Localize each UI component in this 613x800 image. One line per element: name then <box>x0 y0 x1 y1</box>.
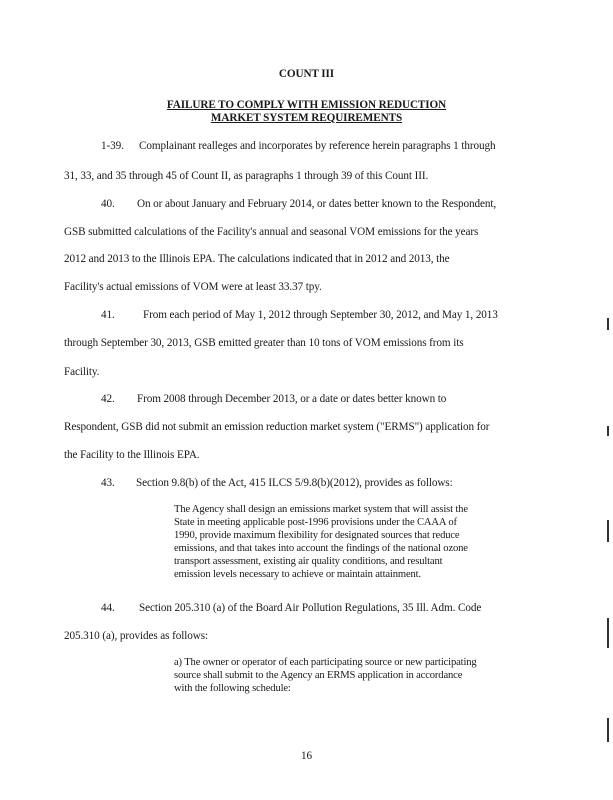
paragraph-text: GSB submitted calculations of the Facility's annual and seasonal VOM emissions for the years <box>64 226 479 238</box>
block-quote-line: a) The owner or operator of each participating source or new participating <box>174 657 477 668</box>
block-quote-line: emissions, and that takes into account the findings of the national ozone <box>174 543 468 554</box>
paragraph-number: 43. <box>101 477 115 489</box>
paragraph-text: Section 9.8(b) of the Act, 415 ILCS 5/9.8(b)(2012), provides as follows: <box>136 477 453 489</box>
paragraph-text: From each period of May 1, 2012 through September 30, 2012, and May 1, 2013 <box>143 309 498 321</box>
scan-mark <box>607 426 609 436</box>
paragraph-text: the Facility to the Illinois EPA. <box>64 449 200 461</box>
block-quote-line: State in meeting applicable post-1996 provisions under the CAAA of <box>174 517 457 528</box>
paragraph-text: On or about January and February 2014, or dates better known to the Respondent, <box>137 198 497 210</box>
paragraph-number: 1-39. <box>101 140 124 152</box>
section-title-line1: FAILURE TO COMPLY WITH EMISSION REDUCTION <box>166 99 447 111</box>
scan-mark <box>607 618 609 648</box>
scan-mark <box>607 520 609 542</box>
paragraph-text: Facility's actual emissions of VOM were at least 33.37 tpy. <box>64 281 322 293</box>
paragraph-text: From 2008 through December 2013, or a date or dates better known to <box>137 393 447 405</box>
scan-mark <box>607 718 609 742</box>
paragraph-text: Complainant realleges and incorporates by reference herein paragraphs 1 through <box>139 140 496 152</box>
paragraph-text: Respondent, GSB did not submit an emission reduction market system ("ERMS") application for <box>64 421 490 433</box>
paragraph-text: 2012 and 2013 to the Illinois EPA. The calculations indicated that in 2012 and 2013, the <box>64 253 450 265</box>
block-quote-line: with the following schedule: <box>174 683 291 694</box>
paragraph-number: 40. <box>101 198 115 210</box>
paragraph-text: 31, 33, and 35 through 45 of Count II, as paragraphs 1 through 39 of this Count III. <box>64 170 429 182</box>
paragraph-number: 44. <box>101 602 115 614</box>
paragraph-text: through September 30, 2013, GSB emitted greater than 10 tons of VOM emissions from its <box>64 337 464 349</box>
block-quote-line: 1990, provide maximum flexibility for designated sources that reduce <box>174 530 460 541</box>
block-quote-line: The Agency shall design an emissions market system that will assist the <box>174 504 468 515</box>
page-number: 16 <box>301 750 312 762</box>
paragraph-text: Facility. <box>64 366 100 378</box>
paragraph-number: 42. <box>101 393 115 405</box>
block-quote-line: transport assessment, existing air quality conditions, and resultant <box>174 556 443 567</box>
count-heading: COUNT III <box>278 68 335 80</box>
section-title-line2: MARKET SYSTEM REQUIREMENTS <box>210 112 403 124</box>
block-quote-line: source shall submit to the Agency an ERMS application in accordance <box>174 670 463 681</box>
scan-mark <box>607 318 609 330</box>
paragraph-number: 41. <box>101 309 115 321</box>
paragraph-text: 205.310 (a), provides as follows: <box>64 630 208 642</box>
paragraph-text: Section 205.310 (a) of the Board Air Pollution Regulations, 35 Ill. Adm. Code <box>139 602 482 614</box>
block-quote-line: emission levels necessary to achieve or maintain attainment. <box>174 569 421 580</box>
